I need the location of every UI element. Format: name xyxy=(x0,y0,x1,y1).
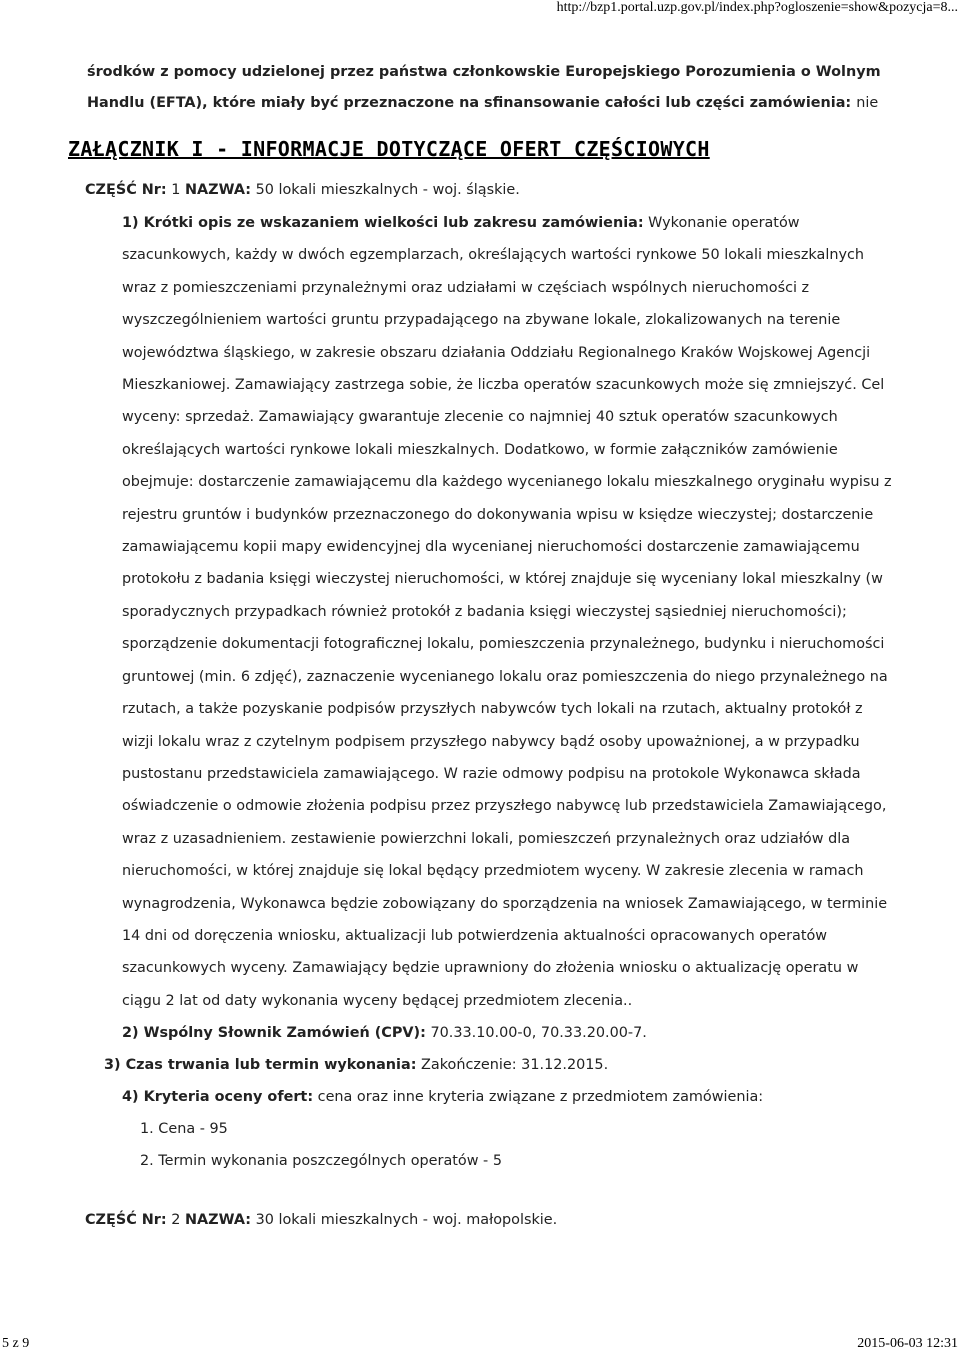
description-label: 1) Krótki opis ze wskazaniem wielkości lub zakresu zamówienia: xyxy=(122,215,644,231)
criteria-line xyxy=(122,1081,897,1113)
term-label: 3) Czas trwania lub termin wykonania: xyxy=(104,1057,417,1074)
description-text: Wykonanie operatów szacunkowych, każdy w dwóch egzemplarzach, określających wartości rynkowe 50 lokali mieszkalnych wraz z pomieszczeniami przynależnymi oraz udziałami w częściach wspólnych nieruchomości z wyszczególnieniem wartości gruntu przypadającego na zbywane lokale, zlokalizowanych na terenie województwa śląskiego, w zakresie obszaru działania Oddziału Regionalnego Kraków Wojskowej Agencji Mieszkaniowej. Zamawiający zastrzega sobie, że liczba operatów szacunkowych może się zmniejszyć. Cel wyceny: sprzedaż. Zamawiający gwarantuje zlecenie co najmniej 40 sztuk operatów szacunkowych określających wartości rynkowe lokali mieszkalnych. Dodatkowo, w formie załączników zamówienie obejmuje: dostarczenie zamawiającemu dla każdego wycenianego lokalu mieszkalnego oryginału wypisu z rejestru gruntów i budynków przeznaczonego do dokonywania wpisu w księdze wieczystej; dostarczenie zamawiającemu kopii mapy ewidencyjnej dla wycenianej nieruchomości dostarczenie zamawiającemu protokołu z badania księgi wieczystej nieruchomości, w której znajduje się wyceniany lokal mieszkalny (w sporadycznych przypadkach również protokół z badania księgi wieczystej sąsiedniej nieruchomości); sporządzenie dokumentacji fotograficznej lokalu, pomieszczenia przynależnego, budynku i nieruchomości gruntowej (min. 6 zdjęć), zaznaczenie wycenianego lokalu oraz pomieszczenia do niego przynależnego na rzutach, a także pozyskanie podpisów przyszłych nabywców tych lokali na rzutach, aktualny protokół z wizji lokalu wraz z czytelnym podpisem przyszłego nabywcy bądź osoby upoważnionej, a w przypadku pustostanu przedstawiciela zamawiającego. W razie odmowy podpisu na protokole Wykonawca składa oświadczenie o odmowie złożenia podpisu przez przyszłego nabywcę lub przedstawiciela Zamawiającego, wraz z uzasadnieniem. zestawienie powierzchni lokali, pomieszczeń przynależnych oraz udziałów dla nieruchomości, w której znajduje się lokal będący przedmiotem wyceny. W zakresie zlecenia w ramach wynagrodzenia, Wykonawca będzie zobowiązany do sporządzenia na wniosek Zamawiającego, w terminie 14 dni od doręczenia wniosku, aktualizacji lub potwierdzenia aktualności opracowanych operatów szacunkowych wyceny. Zamawiający będzie uprawniony do złożenia wniosku o aktualizację operatu w ciągu 2 lat od daty wykonania wyceny będącej przedmiotem zlecenia.. xyxy=(122,215,892,1009)
criteria-label: 4) Kryteria oceny ofert: xyxy=(122,1089,314,1106)
part-2-name: 30 lokali mieszkalnych - woj. małopolskie. xyxy=(255,1212,558,1229)
print-datetime: 2015-06-03 12:31 xyxy=(857,1336,958,1351)
print-header-url: http://bzp1.portal.uzp.gov.pl/index.php?ogloszenie=show&pozycja=8... xyxy=(556,0,958,15)
part-2-name-label: NAZWA: xyxy=(184,1212,251,1229)
criteria-list xyxy=(87,1113,897,1177)
part-1-nr-label: CZĘŚĆ Nr: xyxy=(85,182,167,198)
annex-title: ZAŁĄCZNIK I - INFORMACJE DOTYCZĄCE OFERT CZĘŚCIOWYCH xyxy=(68,137,710,161)
part-1-nr: 1 xyxy=(171,182,181,198)
cpv-label: 2) Wspólny Słownik Zamówień (CPV): xyxy=(122,1025,426,1042)
criteria-value: cena oraz inne kryteria związane z przedmiotem zamówienia: xyxy=(317,1089,764,1106)
term-value: Zakończenie: 31.12.2015. xyxy=(421,1057,609,1074)
part-1-description xyxy=(122,207,897,1017)
part-2-nr: 2 xyxy=(171,1212,181,1229)
part-1-header xyxy=(85,175,897,205)
part-2-header xyxy=(85,1205,897,1235)
criteria-item: 1. Cena - 95 xyxy=(140,1121,228,1138)
part-1-name-label: NAZWA: xyxy=(184,182,251,198)
criteria-item: 2. Termin wykonania poszczególnych operatów - 5 xyxy=(140,1153,502,1170)
term-line xyxy=(104,1049,897,1081)
document-body xyxy=(68,57,897,1235)
intro-paragraph xyxy=(87,57,897,119)
part-1-name: 50 lokali mieszkalnych - woj. śląskie. xyxy=(255,182,520,198)
cpv-value: 70.33.10.00-0, 70.33.20.00-7. xyxy=(430,1025,647,1042)
intro-value: nie xyxy=(856,95,879,111)
part-2-nr-label: CZĘŚĆ Nr: xyxy=(85,1212,167,1229)
page-number: 5 z 9 xyxy=(2,1336,30,1351)
intro-text: środków z pomocy udzielonej przez państwa członkowskie Europejskiego Porozumienia o Wolnym Handlu (EFTA), które miały być przeznaczone na sfinansowanie całości lub części zamówienia: xyxy=(87,64,881,111)
cpv-line xyxy=(122,1017,897,1049)
